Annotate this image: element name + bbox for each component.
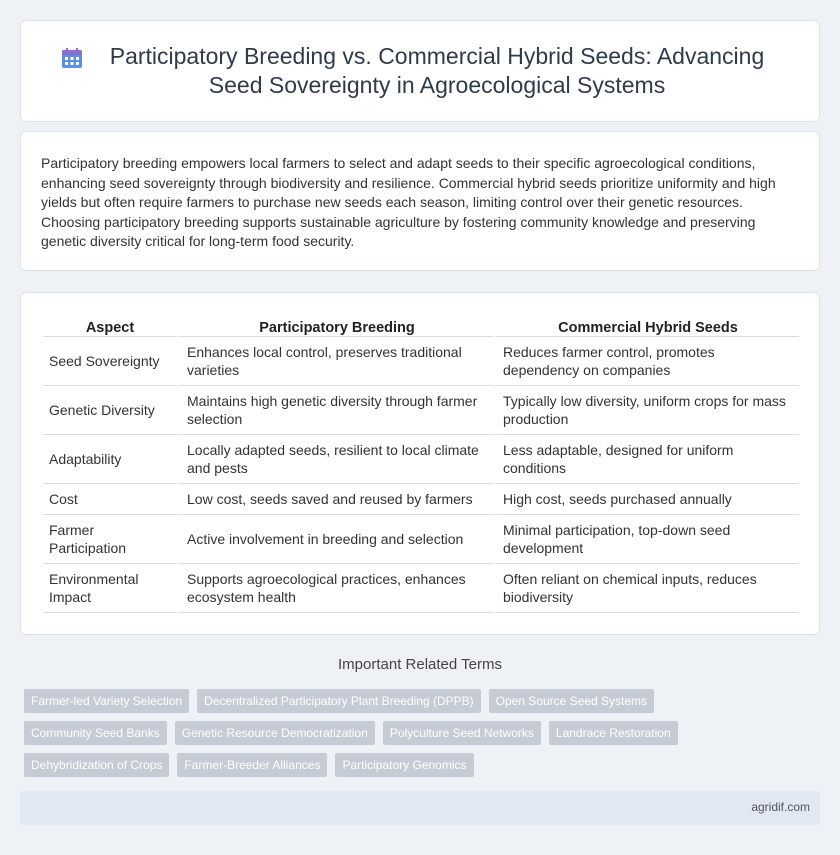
comparison-table [43, 315, 799, 613]
participatory-cell: Supports agroecological practices, enhances ecosystem health [177, 564, 493, 613]
aspect-cell: Adaptability [43, 435, 177, 484]
table-row [43, 515, 799, 564]
related-term-tag[interactable]: Dehybridization of Crops [24, 753, 169, 777]
related-terms-title: Important Related Terms [338, 656, 502, 673]
related-term-tag[interactable]: Polyculture Seed Networks [383, 721, 541, 745]
comparison-table-card [20, 292, 820, 635]
intro-card [20, 131, 820, 271]
aspect-cell: Genetic Diversity [43, 386, 177, 435]
header-participatory-breeding: Participatory Breeding [177, 315, 493, 337]
related-term-tag[interactable]: Community Seed Banks [24, 721, 167, 745]
header-commercial-hybrid-seeds: Commercial Hybrid Seeds [493, 315, 799, 337]
aspect-cell: Seed Sovereignty [43, 337, 177, 386]
participatory-cell: Low cost, seeds saved and reused by farmers [177, 484, 493, 515]
table-header-row [43, 315, 799, 337]
related-term-tag[interactable]: Farmer-led Variety Selection [24, 689, 189, 713]
hybrid-cell: Less adaptable, designed for uniform conditions [493, 435, 799, 484]
hybrid-cell: Often reliant on chemical inputs, reduces biodiversity [493, 564, 799, 613]
participatory-cell: Active involvement in breeding and selection [177, 515, 493, 564]
page-title: Participatory Breeding vs. Commercial Hybrid Seeds: Advancing Seed Sovereignty in Agroecological Systems [109, 43, 765, 98]
table-row [43, 337, 799, 386]
title-card [20, 20, 820, 122]
hybrid-cell: Minimal participation, top-down seed development [493, 515, 799, 564]
related-term-tag[interactable]: Decentralized Participatory Plant Breeding (DPPB) [197, 689, 480, 713]
related-term-tag[interactable]: Participatory Genomics [335, 753, 473, 777]
aspect-cell: Environmental Impact [43, 564, 177, 613]
footer-site-link[interactable]: agridif.com [751, 800, 810, 814]
related-term-tag[interactable]: Landrace Restoration [549, 721, 678, 745]
participatory-cell: Locally adapted seeds, resilient to local climate and pests [177, 435, 493, 484]
footer [20, 791, 820, 825]
related-term-tag[interactable]: Genetic Resource Democratization [175, 721, 375, 745]
related-terms-list [24, 689, 804, 777]
header-aspect: Aspect [43, 315, 177, 337]
table-row [43, 484, 799, 515]
hybrid-cell: Typically low diversity, uniform crops for mass production [493, 386, 799, 435]
participatory-cell: Maintains high genetic diversity through farmer selection [177, 386, 493, 435]
intro-paragraph: Participatory breeding empowers local farmers to select and adapt seeds to their specific agroecological conditions, enhancing seed sovereignty through biodiversity and resilience. Commercial hybrid seeds prioritize uniformity and high yields but often require farmers to purchase new seeds each season, limiting control over their genetic resources. Choosing participatory breeding supports sustainable agriculture by fostering community knowledge and preserving genetic diversity critical for long-term food security. [41, 155, 776, 249]
related-term-tag[interactable]: Open Source Seed Systems [489, 689, 654, 713]
table-row [43, 564, 799, 613]
aspect-cell: Farmer Participation [43, 515, 177, 564]
table-row [43, 435, 799, 484]
related-term-tag[interactable]: Farmer-Breeder Alliances [177, 753, 327, 777]
hybrid-cell: Reduces farmer control, promotes dependency on companies [493, 337, 799, 386]
table-row [43, 386, 799, 435]
hybrid-cell: High cost, seeds purchased annually [493, 484, 799, 515]
participatory-cell: Enhances local control, preserves traditional varieties [177, 337, 493, 386]
aspect-cell: Cost [43, 484, 177, 515]
